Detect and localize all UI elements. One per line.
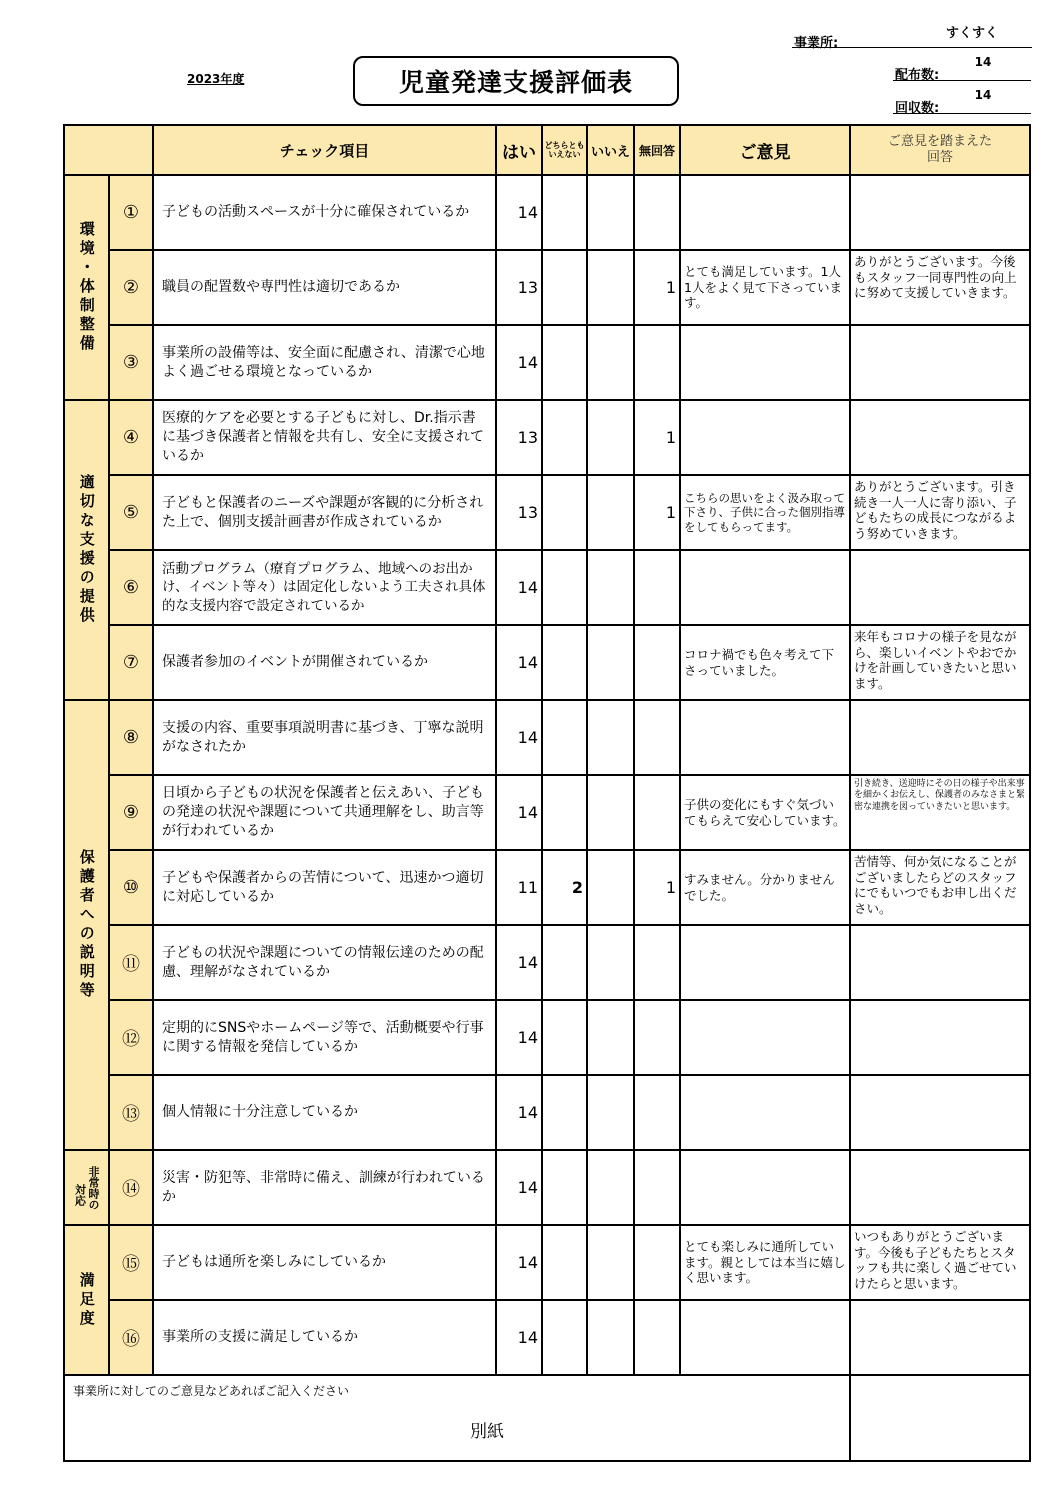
neither-count bbox=[542, 1000, 587, 1075]
opinion: すみません。分かりませんでした。 bbox=[680, 850, 850, 925]
neither-count: 2 bbox=[542, 850, 587, 925]
yes-count: 14 bbox=[496, 1225, 542, 1300]
category-environment bbox=[64, 175, 109, 400]
footer-reply-cell bbox=[850, 1375, 1030, 1461]
check-item: 保護者参加のイベントが開催されているか bbox=[153, 625, 496, 700]
category-label: 満足度 bbox=[77, 1271, 96, 1329]
opinion bbox=[680, 1075, 850, 1150]
reply: 来年もコロナの様子を見ながら、楽しいイベントやおでかけを計画していきたいと思います。 bbox=[850, 625, 1030, 700]
neither-count bbox=[542, 925, 587, 1000]
opinion bbox=[680, 1150, 850, 1225]
check-item: 事業所の支援に満足しているか bbox=[153, 1300, 496, 1375]
no-count bbox=[587, 325, 634, 400]
category-label: 適切な支援の提供 bbox=[77, 474, 96, 626]
header-no: いいえ bbox=[587, 125, 634, 175]
row-number: ⑬ bbox=[109, 1075, 153, 1150]
header-reply-line1: ご意見を踏まえた bbox=[887, 133, 992, 149]
no-count bbox=[587, 625, 634, 700]
reply bbox=[850, 700, 1030, 775]
no-count bbox=[587, 475, 634, 550]
opinion bbox=[680, 925, 850, 1000]
no-count bbox=[587, 850, 634, 925]
no-count bbox=[587, 550, 634, 625]
no-count bbox=[587, 400, 634, 475]
evaluation-table bbox=[63, 124, 1031, 1462]
footer-comment-cell bbox=[64, 1375, 850, 1461]
no-count bbox=[587, 700, 634, 775]
opinion: コロナ禍でも色々考えて下さっていました。 bbox=[680, 625, 850, 700]
no-count bbox=[587, 1225, 634, 1300]
neither-count bbox=[542, 175, 587, 250]
category-emergency-wrap bbox=[65, 1166, 108, 1210]
neither-count bbox=[542, 700, 587, 775]
yes-count: 14 bbox=[496, 175, 542, 250]
office-label: 事業所: bbox=[794, 36, 839, 51]
opinion bbox=[680, 175, 850, 250]
table-row bbox=[64, 1300, 1030, 1375]
opinion bbox=[680, 550, 850, 625]
row-number: ⑮ bbox=[109, 1225, 153, 1300]
neither-count bbox=[542, 325, 587, 400]
opinion bbox=[680, 1300, 850, 1375]
reply bbox=[850, 1000, 1030, 1075]
table-row bbox=[64, 925, 1030, 1000]
category-support bbox=[64, 400, 109, 700]
reply: 苦情等、何か気になることがございましたらどのスタッフにでもいつでもお申し出ください。 bbox=[850, 850, 1030, 925]
no-answer-count bbox=[634, 1000, 680, 1075]
collected-line bbox=[893, 88, 1031, 114]
office-name: すくすく bbox=[945, 26, 998, 41]
row-number: ⑫ bbox=[109, 1000, 153, 1075]
yes-count: 14 bbox=[496, 1075, 542, 1150]
yes-count: 13 bbox=[496, 475, 542, 550]
row-number: ⑩ bbox=[109, 850, 153, 925]
neither-count bbox=[542, 1075, 587, 1150]
check-item: 子どもは通所を楽しみにしているか bbox=[153, 1225, 496, 1300]
opinion: こちらの思いをよく汲み取って下さり、子供に合った個別指導をしてもらってます。 bbox=[680, 475, 850, 550]
category-label: 対応 bbox=[73, 1183, 87, 1206]
opinion: とても楽しみに通所しています。親としては本当に嬉しく思います。 bbox=[680, 1225, 850, 1300]
yes-count: 14 bbox=[496, 325, 542, 400]
check-item: 子どもの活動スペースが十分に確保されているか bbox=[153, 175, 496, 250]
header-row bbox=[64, 125, 1030, 175]
reply bbox=[850, 925, 1030, 1000]
check-item: 事業所の設備等は、安全面に配慮され、清潔で心地よく過ごせる環境となっているか bbox=[153, 325, 496, 400]
no-answer-count bbox=[634, 925, 680, 1000]
no-count bbox=[587, 1150, 634, 1225]
row-number: ⑭ bbox=[109, 1150, 153, 1225]
reply bbox=[850, 1075, 1030, 1150]
category-label: 保護者への説明等 bbox=[77, 849, 96, 1001]
table-row bbox=[64, 1000, 1030, 1075]
no-answer-count: 1 bbox=[634, 850, 680, 925]
footer-content: 別紙 bbox=[470, 1422, 504, 1442]
opinion bbox=[680, 400, 850, 475]
row-number: ⑤ bbox=[109, 475, 153, 550]
neither-count bbox=[542, 1150, 587, 1225]
collected-label: 回収数: bbox=[895, 101, 940, 116]
opinion: とても満足しています。1人1人をよく見て下さっています。 bbox=[680, 250, 850, 325]
yes-count: 14 bbox=[496, 1000, 542, 1075]
reply bbox=[850, 325, 1030, 400]
no-answer-count bbox=[634, 175, 680, 250]
no-count bbox=[587, 1300, 634, 1375]
no-answer-count: 1 bbox=[634, 475, 680, 550]
distributed-value: 14 bbox=[974, 55, 992, 69]
check-item: 職員の配置数や専門性は適切であるか bbox=[153, 250, 496, 325]
neither-count bbox=[542, 550, 587, 625]
header-reply bbox=[850, 125, 1030, 175]
category-emergency bbox=[64, 1150, 109, 1225]
no-count bbox=[587, 925, 634, 1000]
neither-count bbox=[542, 1300, 587, 1375]
row-number: ⑦ bbox=[109, 625, 153, 700]
category-explanation bbox=[64, 700, 109, 1150]
no-answer-count bbox=[634, 625, 680, 700]
table-row bbox=[64, 250, 1030, 325]
no-count bbox=[587, 1075, 634, 1150]
table-row bbox=[64, 400, 1030, 475]
opinion: 子供の変化にもすぐ気づいてもらえて安心しています。 bbox=[680, 775, 850, 850]
reply: ありがとうございます。今後もスタッフ一同専門性の向上に努めて支援していきます。 bbox=[850, 250, 1030, 325]
header-no-answer: 無回答 bbox=[634, 125, 680, 175]
header-neither-line2: いえない bbox=[548, 150, 581, 159]
header-yes: はい bbox=[496, 125, 542, 175]
check-item: 災害・防犯等、非常時に備え、訓練が行われているか bbox=[153, 1150, 496, 1225]
yes-count: 14 bbox=[496, 775, 542, 850]
row-number: ④ bbox=[109, 400, 153, 475]
check-item: 子どもの状況や課題についての情報伝達のための配慮、理解がなされているか bbox=[153, 925, 496, 1000]
table-row bbox=[64, 550, 1030, 625]
yes-count: 13 bbox=[496, 250, 542, 325]
no-answer-count bbox=[634, 775, 680, 850]
table-row bbox=[64, 850, 1030, 925]
no-count bbox=[587, 175, 634, 250]
check-item: 子どもと保護者のニーズや課題が客観的に分析された上で、個別支援計画書が作成されているか bbox=[153, 475, 496, 550]
row-number: ⑯ bbox=[109, 1300, 153, 1375]
category-label: 環境・体制整備 bbox=[77, 221, 96, 354]
header-check-item: チェック項目 bbox=[153, 125, 496, 175]
row-number: ⑧ bbox=[109, 700, 153, 775]
check-item: 子どもや保護者からの苦情について、迅速かつ適切に対応しているか bbox=[153, 850, 496, 925]
no-answer-count bbox=[634, 1150, 680, 1225]
neither-count bbox=[542, 775, 587, 850]
document-title: 児童発達支援評価表 bbox=[353, 56, 679, 106]
reply bbox=[850, 175, 1030, 250]
opinion bbox=[680, 1000, 850, 1075]
check-item: 定期的にSNSやホームページ等で、活動概要や行事に関する情報を発信しているか bbox=[153, 1000, 496, 1075]
header-neither-line1: どちらとも bbox=[544, 140, 585, 150]
reply: いつもありがとうございます。今後も子どもたちとスタッフも共に楽しく過ごせていけたらと思います。 bbox=[850, 1225, 1030, 1300]
check-item: 個人情報に十分注意しているか bbox=[153, 1075, 496, 1150]
check-item: 日頃から子どもの状況を保護者と伝えあい、子どもの発達の状況や課題について共通理解をし、助言等が行われているか bbox=[153, 775, 496, 850]
table-row bbox=[64, 1075, 1030, 1150]
opinion bbox=[680, 700, 850, 775]
header-opinion: ご意見 bbox=[680, 125, 850, 175]
yes-count: 13 bbox=[496, 400, 542, 475]
header-corner bbox=[64, 125, 153, 175]
table-row bbox=[64, 1150, 1030, 1225]
header-neither bbox=[542, 125, 587, 175]
reply bbox=[850, 1150, 1030, 1225]
row-number: ⑨ bbox=[109, 775, 153, 850]
reply: ありがとうございます。引き続き一人一人に寄り添い、子どもたちの成長につながるよう努めていきます。 bbox=[850, 475, 1030, 550]
yes-count: 14 bbox=[496, 550, 542, 625]
yes-count: 14 bbox=[496, 925, 542, 1000]
yes-count: 14 bbox=[496, 1300, 542, 1375]
distributed-label: 配布数: bbox=[895, 68, 940, 83]
neither-count bbox=[542, 250, 587, 325]
no-answer-count bbox=[634, 550, 680, 625]
no-count bbox=[587, 250, 634, 325]
neither-count bbox=[542, 625, 587, 700]
reply bbox=[850, 400, 1030, 475]
table-row bbox=[64, 175, 1030, 250]
row-number: ⑥ bbox=[109, 550, 153, 625]
table-row bbox=[64, 475, 1030, 550]
yes-count: 14 bbox=[496, 1150, 542, 1225]
yes-count: 14 bbox=[496, 625, 542, 700]
fiscal-year: 2023年度 bbox=[187, 72, 245, 86]
check-item: 医療的ケアを必要とする子どもに対し、Dr.指示書に基づき保護者と情報を共有し、安全に支援されているか bbox=[153, 400, 496, 475]
no-answer-count bbox=[634, 1300, 680, 1375]
no-answer-count bbox=[634, 1075, 680, 1150]
reply bbox=[850, 1300, 1030, 1375]
no-count bbox=[587, 1000, 634, 1075]
table-row bbox=[64, 325, 1030, 400]
check-item: 活動プログラム（療育プログラム、地域へのお出かけ、イベント等々）は固定化しないよう工夫され具体的な支援内容で設定されているか bbox=[153, 550, 496, 625]
row-number: ① bbox=[109, 175, 153, 250]
footer-row bbox=[64, 1375, 1030, 1461]
table-row bbox=[64, 1225, 1030, 1300]
no-count bbox=[587, 775, 634, 850]
no-answer-count bbox=[634, 700, 680, 775]
no-answer-count: 1 bbox=[634, 400, 680, 475]
footer-prompt: 事業所に対してのご意見などあればご記入ください bbox=[73, 1384, 350, 1398]
office-line bbox=[792, 22, 1032, 51]
neither-count bbox=[542, 1225, 587, 1300]
table-row bbox=[64, 775, 1030, 850]
table-row bbox=[64, 625, 1030, 700]
category-label: 非常時の bbox=[87, 1165, 101, 1210]
row-number: ③ bbox=[109, 325, 153, 400]
opinion bbox=[680, 325, 850, 400]
yes-count: 14 bbox=[496, 700, 542, 775]
collected-value: 14 bbox=[974, 88, 992, 102]
neither-count bbox=[542, 475, 587, 550]
neither-count bbox=[542, 400, 587, 475]
table-row bbox=[64, 700, 1030, 775]
reply: 引き続き、送迎時にその日の様子や出来事を細かくお伝えし、保護者のみなさまと緊密な連携を図っていきたいと思います。 bbox=[850, 775, 1030, 850]
no-answer-count bbox=[634, 1225, 680, 1300]
reply bbox=[850, 550, 1030, 625]
category-satisfaction bbox=[64, 1225, 109, 1375]
check-item: 支援の内容、重要事項説明書に基づき、丁寧な説明がなされたか bbox=[153, 700, 496, 775]
no-answer-count: 1 bbox=[634, 250, 680, 325]
header-reply-line2: 回答 bbox=[926, 150, 953, 165]
row-number: ② bbox=[109, 250, 153, 325]
row-number: ⑪ bbox=[109, 925, 153, 1000]
distributed-line bbox=[893, 55, 1031, 81]
no-answer-count bbox=[634, 325, 680, 400]
yes-count: 11 bbox=[496, 850, 542, 925]
